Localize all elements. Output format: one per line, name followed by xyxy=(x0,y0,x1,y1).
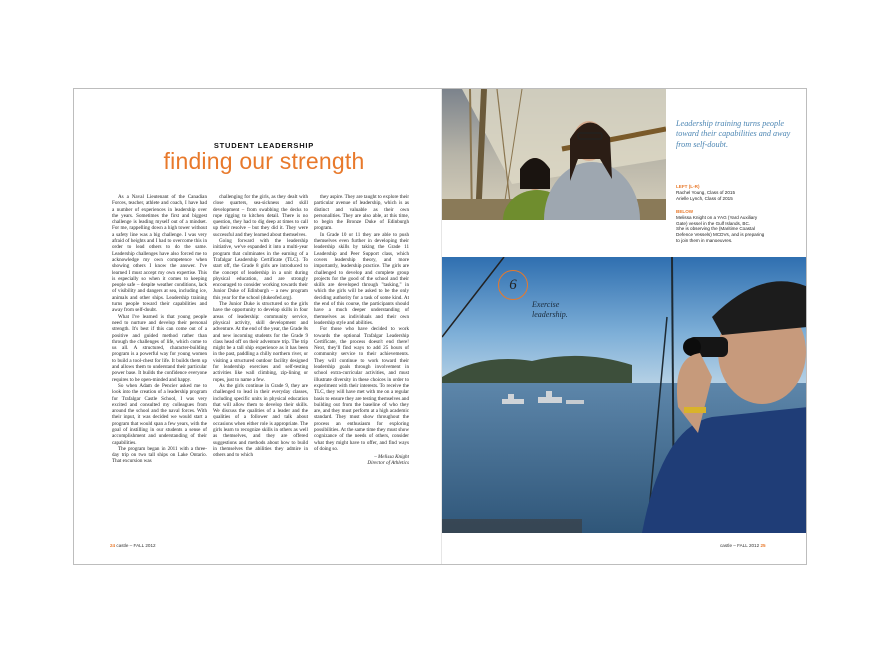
students-photo xyxy=(442,89,666,220)
folio-left xyxy=(110,543,156,548)
paragraph: As the girls continue in Grade 9, they are challenged to lead in their everyday classes, including specific units in physical education that will allow them to develop their skills. We discuss the qualities of a leader and the qualities of a follower and talk about occasions when either role is appropriate. The girls learn to recognize skills in others as well as themselves, and they are offered suggestions and methods about how to build in themselves the abilities they admire in others and to which xyxy=(213,382,308,459)
body-column-1 xyxy=(112,194,207,546)
tall-ship-students-image xyxy=(442,89,666,220)
caption-line: She is observing the (Maritime Coastal xyxy=(676,226,755,232)
paragraph: they aspire. They are taught to explore their particular avenue of leadership, which is as distinct and valuable as their own personalities. They are also able, at this time, to begin the Bronze Duke of Edinburgh program. xyxy=(314,194,409,232)
paragraph: For those who have decided to work towards the optional Trafalgar Leadership Certificate, the process doesn't end there! Next, they'll find ways to add 25 hours of community service to their achievements. They will continue to work toward their leadership goals through involvement in school extra-curricular activities, and must illustrate diversity in these choices in order to experiment with their interests. To receive the TLC, they will have met with me on a regular basis to ensure they are testing themselves and building out from the baseline of who they are, and they must perform at a high academic standard. They must show throughout the process an enthusiasm for exploring possibilities. At the same time they must show cognizance of the needs of others, consider what they might have to offer, and find ways of doing so. xyxy=(314,326,409,452)
folio-text: castle – FALL 2012 xyxy=(116,543,156,548)
paragraph: So when Adam de Pencier asked me to look into the creation of a leadership program for Trafalgar Castle School, I was very excited and consulted my colleagues from around the school and the naval forces. With their input, it was decided we would start a program that would span a few years, with the goal of instilling in our students a sense of accomplishment and understanding of their capabilities. xyxy=(112,382,207,446)
body-column-3 xyxy=(314,194,409,546)
author-title: Director of Athletics xyxy=(367,460,409,467)
caption-label: BELOW xyxy=(676,209,694,214)
section-kicker: STUDENT LEADERSHIP xyxy=(213,141,315,150)
paragraph: What I've learned is that young people need to nurture and develop their personal strength. It's best if this can come out of a positive and guided method rather than through the challenges of life, which come to us all. A structured, character-building program is a powerful way for young women to build a tool-chest for life. It builds them up and allows them to understand their particular power base. It builds the confidence everyone requires to be open-minded and happy. xyxy=(112,313,207,383)
paragraph: Going forward with the leadership initiative, we've expanded it into a multi-year program that culminates in the earning of a Trafalgar Leadership Certificate (TLC). To start off, the Grade 8 girls are introduced to the concept of leadership in a unit during physical education, and are strongly encouraged to consider working towards their Junior Duke of Edinburgh – a new program this year for the school (dukeofed.org). xyxy=(213,238,308,301)
paragraph: As a Naval Lieutenant of the Canadian Forces, teacher, athlete and coach, I have had a number of experiences in leadership over the years. Sometimes the first and biggest challenge is leading myself out of a mindset. For me, rappelling down a high tower without a safety line was a big challenge. I was very afraid of heights and I had to overcome this in order to lead others to do the same. Leadership challenges have also forced me to acknowledge my own competence when showing others I know the answer. I've learned I must accept my own expertise. This is especially so when it comes to keeping people safe – despite weather conditions, lack of visibility and dangers at sea, including ice, animals and other ships. Leadership training turns people toward their capabilities and away from self-doubt. xyxy=(112,194,207,314)
caption-line: Rachel Young, Class of 2015 xyxy=(676,189,735,195)
caption-line: Melissa Knight on a YAG (Yard Auxiliary xyxy=(676,214,758,220)
page-number: 25 xyxy=(760,543,766,548)
folio-right xyxy=(720,543,766,548)
paragraph: The program began in 2011 with a three-day trip on two tall ships on Lake Ontario. That excursion was xyxy=(112,445,207,465)
magazine-spread xyxy=(73,88,807,565)
page-number-circle: 6 xyxy=(498,270,528,300)
body-column-2 xyxy=(213,194,308,546)
caption-below xyxy=(676,209,802,244)
pull-quote: Leadership training turns people toward their capabilities and away from self-doubt. xyxy=(676,119,791,149)
officer-at-sea-image xyxy=(442,257,807,533)
caption-left xyxy=(676,184,802,201)
author-name: – Melissa Knight xyxy=(374,454,409,461)
binoculars-photo xyxy=(442,257,807,533)
caption-line: Defence Vessels) MCDVs, and is preparing xyxy=(676,232,765,238)
caption-label: LEFT (L-R) xyxy=(676,184,700,189)
paragraph: The Junior Duke is structured so the girls have the opportunity to develop skills in four areas of leadership: community service, physical activity, skill development and adventure. At the end of the year, the Grade 8s and new incoming students for the Grade 9 class head off on their adventure trip. The trip might be a tall ship experience as it has been in the past, paddling a chilly northern river, or visiting a structured outdoor facility designed for leadership exercises and self-testing activities like wall climbing, zip-lining or ropes, just to name a few. xyxy=(213,301,308,383)
paragraph: challenging for the girls, as they dealt with close quarters, sea-sickness and skill development – from swabbing the decks to rope rigging to kitchen detail. There is no question, they had to dig deep at times to call up their resolve – but they did it. They were successful and they learned about themselves. xyxy=(213,194,308,238)
photo-overlay-caption: Exercise leadership. xyxy=(532,300,568,319)
caption-line: Arielle Lynch, Class of 2015 xyxy=(676,195,733,201)
caption-line: Gate) vessel in the Gulf Islands, BC. xyxy=(676,220,751,226)
headline: finding our strength xyxy=(163,148,365,174)
page-number: 24 xyxy=(110,543,116,548)
paragraph: In Grade 10 or 11 they are able to push themselves even further in developing their leadership skills by taking the Grade 11 Leadership and Peer Support class, which covers leadership theory, and more importantly, leadership practice. The girls are challenged to develop and complete group projects for the good of the school and their skills are developed through "tasking," in which the girls will be asked to be the only deciding authority for a task of some kind. At the end of this course, the participants should have a much deeper understanding of themselves as individuals and their own leadership style and abilities. xyxy=(314,231,409,326)
caption-line: to join them in manoeuvres. xyxy=(676,237,733,243)
folio-text: castle – FALL 2012 xyxy=(720,543,760,548)
